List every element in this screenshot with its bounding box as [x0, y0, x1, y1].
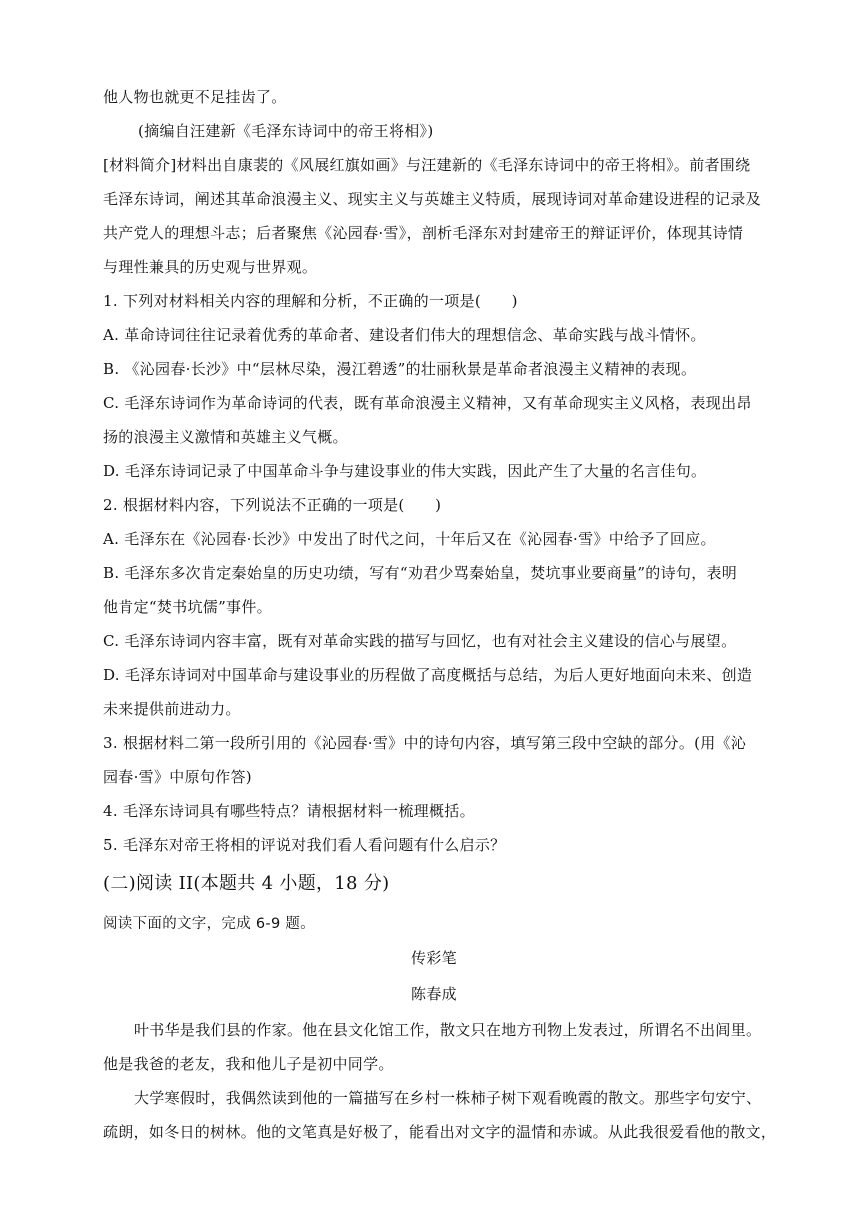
story-paragraph-line: 大学寒假时，我偶然读到他的一篇描写在乡村一株柿子树下观看晚霞的散文。那些字句安宁、: [134, 1089, 762, 1107]
material-intro-line: 共产党人的理想斗志；后者聚焦《沁园春·雪》，剖析毛泽东对封建帝王的辩证评价，体现其诗情: [103, 224, 744, 242]
question-3-continued: 园春·雪》中原句作答): [103, 768, 252, 786]
option-c: C. 毛泽东诗词内容丰富，既有对革命实践的描写与回忆，也有对社会主义建设的信心与展望。: [103, 632, 737, 650]
story-author: 陈春成: [411, 985, 457, 1003]
option-c: C. 毛泽东诗词作为革命诗词的代表，既有革命浪漫主义精神，又有革命现实主义风格，表现出昂: [103, 394, 752, 412]
option-c-continued: 扬的浪漫主义激情和英雄主义气概。: [103, 428, 348, 446]
story-title: 传彩笔: [411, 949, 457, 967]
text-line: 他人物也就更不足挂齿了。: [103, 88, 287, 106]
option-d: D. 毛泽东诗词对中国革命与建设事业的历程做了高度概括与总结，为后人更好地面向未来、创造: [103, 666, 753, 684]
material-intro-line: 毛泽东诗词，阐述其革命浪漫主义、现实主义与英雄主义特质，展现诗词对革命建设进程的记录及: [103, 190, 761, 208]
story-paragraph-line: 疏朗，如冬日的树林。他的文笔真是好极了，能看出对文字的温情和赤诚。从此我很爱看他的散文，: [103, 1123, 777, 1141]
option-a: A. 革命诗词往往记录着优秀的革命者、建设者们伟大的理想信念、革命实践与战斗情怀。: [103, 326, 706, 344]
reading-instruction: 阅读下面的文字，完成 6-9 题。: [103, 916, 315, 932]
option-b: B. 《沁园春·长沙》中“层林尽染，漫江碧透”的壮丽秋景是革命者浪漫主义精神的表现。: [103, 360, 697, 378]
question-1: 1. 下列对材料相关内容的理解和分析，不正确的一项是( ): [103, 292, 518, 310]
story-paragraph-line: 叶书华是我们县的作家。他在县文化馆工作，散文只在地方刊物上发表过，所谓名不出闾里。: [134, 1021, 762, 1039]
material-intro-line: 与理性兼具的历史观与世界观。: [103, 258, 318, 276]
section-heading: (二)阅读 II(本题共 4 小题，18 分): [103, 873, 390, 894]
option-b: B. 毛泽东多次肯定秦始皇的历史功绩，写有“劝君少骂秦始皇，焚坑事业要商量”的诗句，表明: [103, 564, 738, 582]
question-2: 2. 根据材料内容，下列说法不正确的一项是( ): [103, 496, 442, 514]
material-intro-line: [材料简介]材料出自康裴的《风展红旗如画》与汪建新的《毛泽东诗词中的帝王将相》。前者围绕: [103, 156, 751, 174]
option-d: D. 毛泽东诗词记录了中国革命斗争与建设事业的伟大实践，因此产生了大量的名言佳句。: [103, 462, 707, 480]
option-a: A. 毛泽东在《沁园春·长沙》中发出了时代之问，十年后又在《沁园春·雪》中给予了回应。: [103, 530, 716, 548]
question-4: 4. 毛泽东诗词具有哪些特点？请根据材料一梳理概括。: [103, 802, 475, 820]
source-citation: (摘编自汪建新《毛泽东诗词中的帝王将相》): [138, 122, 434, 140]
story-paragraph-line: 他是我爸的老友，我和他儿子是初中同学。: [103, 1055, 394, 1073]
option-b-continued: 他肯定“焚书坑儒”事件。: [103, 598, 272, 616]
question-5: 5. 毛泽东对帝王将相的评说对我们看人看问题有什么启示？: [103, 836, 506, 854]
option-d-continued: 未来提供前进动力。: [103, 700, 241, 718]
question-3: 3. 根据材料二第一段所引用的《沁园春·雪》中的诗句内容，填写第三段中空缺的部分。(用《沁: [103, 734, 747, 752]
